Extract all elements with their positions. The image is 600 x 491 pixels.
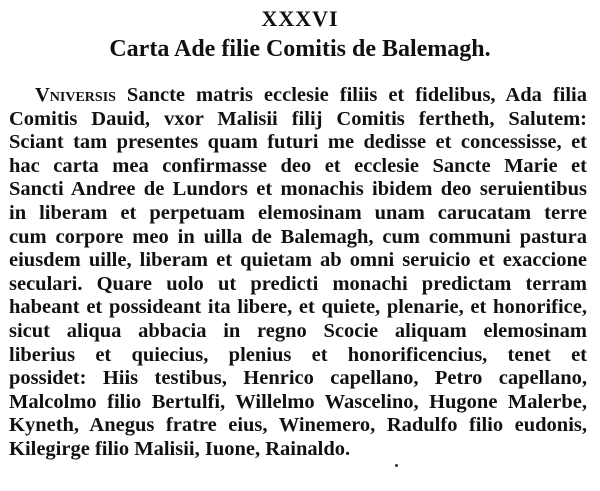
opening-word: Vniversis <box>35 84 116 106</box>
charter-body <box>9 84 587 462</box>
body-line-text: Sancte matris ecclesie filiis et fidelibus, Ada filia <box>115 84 587 106</box>
body-line: possidet: Hiis testibus, Henrico capellano, Petro capellano, <box>9 367 587 390</box>
body-line: Sciant tam presentes quam futuri me dedisse et concessisse, et <box>9 131 587 154</box>
body-line: habeant et possideant ita libere, et quiete, plenarie, et honorifice, <box>9 296 587 319</box>
body-line: Kilegirge filio Malisii, Iuone, Rainaldo. <box>9 437 351 460</box>
body-line: Comitis Dauid, vxor Malisii filij Comitis fertheth, Salutem: <box>9 107 587 130</box>
body-line: in liberam et perpetuam elemosinam unam carucatam terre <box>9 201 587 224</box>
body-line: eiusdem uille, liberam et quietam ab omni seruicio et exaccione <box>9 249 587 272</box>
body-line: liberius et quiecius, plenius et honorificencius, tenet et <box>9 343 587 366</box>
body-line: cum corpore meo in uilla de Balemagh, cum communi pastura <box>9 225 587 248</box>
body-line <box>9 84 587 108</box>
charter-title: Carta Ade filie Comitis de Balemagh. <box>109 36 491 62</box>
stray-dot <box>395 464 398 467</box>
body-line: Malcolmo filio Bertulfi, Willelmo Wascelino, Hugone Malerbe, <box>9 390 587 413</box>
charter-number: XXXVI <box>261 6 339 31</box>
body-line: sicut aliqua abbacia in regno Scocie aliquam elemosinam <box>9 319 587 342</box>
body-line: Sancti Andree de Lundors et monachis ibidem deo seruientibus <box>9 178 587 201</box>
body-line: Kyneth, Anegus fratre eius, Winemero, Radulfo filio eudonis, <box>9 414 587 437</box>
body-line: hac carta mea confirmasse deo et ecclesie Sancte Marie et <box>9 154 587 177</box>
body-line: seculari. Quare uolo ut predicti monachi predictam terram <box>9 272 587 295</box>
